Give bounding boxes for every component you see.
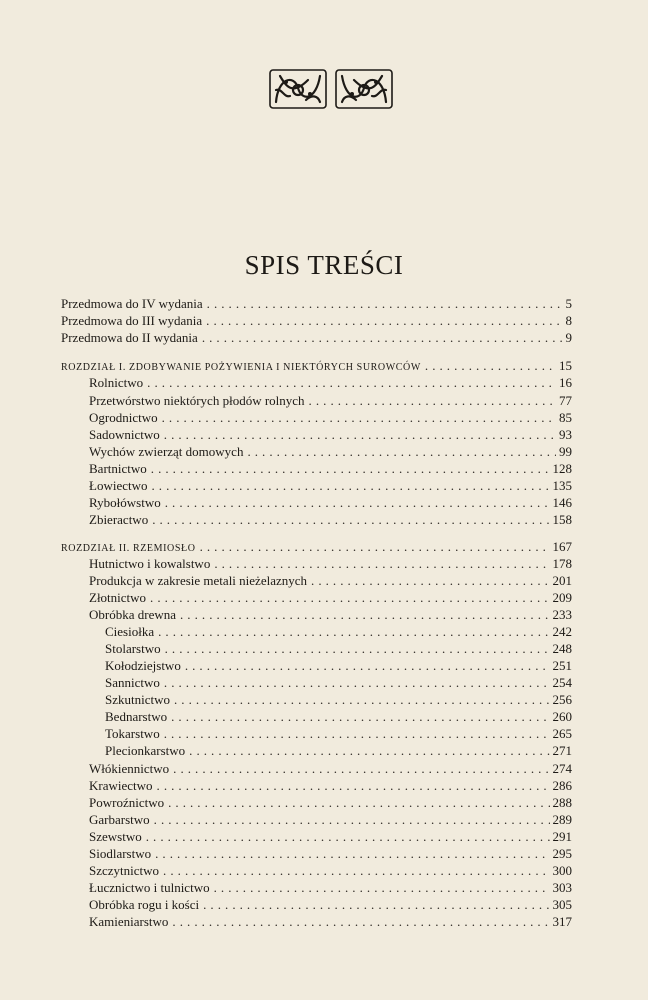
toc-entry-label: Obróbka drewna — [89, 607, 176, 622]
toc-leader-dots — [172, 913, 549, 931]
toc-entry-label: Rolnictwo — [89, 375, 144, 390]
toc-entry-row — [89, 392, 572, 410]
toc-leader-dots — [164, 674, 550, 692]
toc-entry-row — [89, 589, 572, 607]
toc-entry-label: Łucznictwo i tulnictwo — [89, 880, 210, 895]
toc-page-number: 265 — [552, 726, 572, 741]
toc-entry-row — [89, 777, 572, 795]
toc-leader-dots — [206, 312, 562, 330]
toc-entry-label: Sannictwo — [105, 675, 160, 690]
toc-entry-row — [89, 572, 572, 590]
toc-page-number: 254 — [552, 675, 572, 690]
toc-page-number: 303 — [552, 880, 572, 895]
toc-leader-dots — [214, 879, 550, 897]
toc-entry-row — [61, 312, 572, 330]
toc-leader-dots — [185, 657, 550, 675]
toc-entry-label: ROZDZIAŁ I. ZDOBYWANIE POŻYWIENIA I NIEKTÓRYCH SUROWCÓW — [61, 362, 421, 373]
toc-entry-label: Złotnictwo — [89, 590, 147, 605]
toc-page-number: 260 — [552, 709, 572, 724]
toc-entry-row — [105, 708, 572, 726]
toc-entry-label: Kołodziejstwo — [105, 658, 181, 673]
toc-page-number: 167 — [552, 539, 572, 554]
toc-page-number: 242 — [552, 624, 572, 639]
toc-leader-dots — [151, 460, 550, 478]
toc-entry-row — [89, 409, 572, 427]
toc-entry-row — [89, 811, 572, 829]
toc-entry-label: Produkcja w zakresie metali nieżelaznych — [89, 573, 308, 588]
toc-entry-label: Rybołówstwo — [89, 495, 161, 510]
toc-page-number: 85 — [559, 410, 572, 425]
toc-leader-dots — [163, 862, 549, 880]
toc-entry-label: Wychów zwierząt domowych — [89, 444, 244, 459]
toc-page-number: 274 — [552, 761, 572, 776]
toc-entry-row — [105, 674, 572, 692]
toc-page-number: 5 — [565, 296, 572, 311]
toc-page-number: 146 — [552, 495, 572, 510]
toc-leader-dots — [165, 640, 550, 658]
toc-page-number: 209 — [552, 590, 572, 605]
toc-entry-label: Obróbka rogu i kości — [89, 897, 200, 912]
toc-page-number: 128 — [552, 461, 572, 476]
toc-leader-dots — [162, 409, 556, 427]
toc-entry-label: Przetwórstwo niektórych płodów rolnych — [89, 393, 305, 408]
toc-leader-dots — [200, 538, 550, 556]
toc-page-number: 300 — [552, 863, 572, 878]
toc-leader-dots — [168, 794, 549, 812]
toc-chapter-row — [61, 538, 572, 556]
toc-page-number: 77 — [559, 393, 572, 408]
toc-entry-label: Plecionkarstwo — [105, 743, 186, 758]
toc-page-number: 158 — [552, 512, 572, 527]
toc-entry-row — [89, 606, 572, 624]
toc-page-number: 248 — [552, 641, 572, 656]
toc-page-number: 201 — [552, 573, 572, 588]
toc-leader-dots — [158, 623, 549, 641]
toc-entry-row — [89, 896, 572, 914]
toc-entry-row — [89, 460, 572, 478]
toc-entry-row — [89, 845, 572, 863]
toc-entry-label: Ogrodnictwo — [89, 410, 158, 425]
toc-entry-label: Przedmowa do II wydania — [61, 330, 198, 345]
toc-entry-row — [61, 329, 572, 347]
toc-leader-dots — [174, 691, 550, 709]
toc-page-number: 256 — [552, 692, 572, 707]
toc-leader-dots — [171, 708, 549, 726]
toc-page-number: 135 — [552, 478, 572, 493]
toc-leader-dots — [165, 494, 550, 512]
toc-entry-label: Szczytnictwo — [89, 863, 160, 878]
toc-page-number: 289 — [552, 812, 572, 827]
toc-entry-label: Sadownictwo — [89, 427, 160, 442]
toc-entry-row — [105, 725, 572, 743]
toc-leader-dots — [247, 443, 556, 461]
toc-entry-row — [105, 691, 572, 709]
page-title: SPIS TREŚCI — [244, 250, 404, 280]
toc-entry-label: Włókiennictwo — [89, 761, 170, 776]
toc-entry-label: Bednarstwo — [105, 709, 168, 724]
toc-page-number: 317 — [552, 914, 572, 929]
toc-entry-label: Ciesiołka — [105, 624, 155, 639]
toc-page-number: 291 — [552, 829, 572, 844]
toc-leader-dots — [207, 295, 563, 313]
toc-page-number: 99 — [559, 444, 572, 459]
toc-entry-label: Łowiectwo — [89, 478, 148, 493]
toc-entry-row — [105, 657, 572, 675]
toc-entry-row — [89, 477, 572, 495]
toc-page-number: 8 — [565, 313, 572, 328]
toc-entry-row — [89, 879, 572, 897]
toc-leader-dots — [203, 896, 549, 914]
toc-entry-row — [89, 828, 572, 846]
toc-entry-row — [89, 374, 572, 392]
toc-entry-row — [89, 913, 572, 931]
toc-entry-row — [105, 623, 572, 641]
toc-page-number: 271 — [552, 743, 572, 758]
toc-entry-label: Tokarstwo — [105, 726, 160, 741]
toc-chapter-row — [61, 357, 572, 375]
toc-entry-label: Zbieractwo — [89, 512, 149, 527]
toc-page-number: 9 — [565, 330, 572, 345]
toc-entry-label: Przedmowa do IV wydania — [61, 296, 203, 311]
toc-leader-dots — [180, 606, 550, 624]
toc-entry-label: Szkutnictwo — [105, 692, 170, 707]
toc-entry-label: Hutnictwo i kowalstwo — [89, 556, 211, 571]
toc-entry-label: Garbarstwo — [89, 812, 150, 827]
toc-page-number: 286 — [552, 778, 572, 793]
toc-entry-label: Kamieniarstwo — [89, 914, 169, 929]
toc-page-number: 233 — [552, 607, 572, 622]
toc-entry-label: Powroźnictwo — [89, 795, 165, 810]
toc-leader-dots — [214, 555, 549, 573]
toc-leader-dots — [425, 357, 556, 375]
toc-page-number: 16 — [559, 375, 572, 390]
toc-page-number: 295 — [552, 846, 572, 861]
toc-entry-label: Stolarstwo — [105, 641, 161, 656]
toc-leader-dots — [152, 511, 549, 529]
toc-leader-dots — [147, 374, 556, 392]
toc-leader-dots — [202, 329, 563, 347]
toc-leader-dots — [151, 477, 549, 495]
toc-leader-dots — [154, 811, 550, 829]
toc-entry-label: Szewstwo — [89, 829, 142, 844]
toc-page-number: 251 — [552, 658, 572, 673]
toc-leader-dots — [311, 572, 549, 590]
toc-entry-label: Siodlarstwo — [89, 846, 152, 861]
toc-entry-row — [89, 862, 572, 880]
toc-entry-row — [89, 494, 572, 512]
toc-entry-label: Bartnictwo — [89, 461, 147, 476]
toc-page-number: 305 — [552, 897, 572, 912]
toc-leader-dots — [189, 742, 549, 760]
toc-leader-dots — [157, 777, 550, 795]
toc-leader-dots — [155, 845, 549, 863]
toc-entry-row — [89, 794, 572, 812]
toc-entry-row — [89, 426, 572, 444]
toc-leader-dots — [164, 725, 550, 743]
toc-entry-label: Krawiectwo — [89, 778, 153, 793]
toc-leader-dots — [309, 392, 556, 410]
toc-leader-dots — [150, 589, 549, 607]
toc-entry-label: Przedmowa do III wydania — [61, 313, 203, 328]
toc-page-number: 15 — [559, 358, 572, 373]
toc-page-number: 93 — [559, 427, 572, 442]
toc-entry-row — [105, 640, 572, 658]
toc-entry-label: ROZDZIAŁ II. RZEMIOSŁO — [61, 543, 196, 554]
toc-entry-row — [89, 443, 572, 461]
toc-entry-row — [61, 295, 572, 313]
toc-page-number: 288 — [552, 795, 572, 810]
toc-entry-row — [89, 760, 572, 778]
toc-entry-row — [89, 511, 572, 529]
toc-entry-row — [105, 742, 572, 760]
toc-leader-dots — [173, 760, 549, 778]
toc-leader-dots — [146, 828, 550, 846]
toc-leader-dots — [164, 426, 556, 444]
decorative-ornament-icon — [268, 66, 394, 112]
toc-entry-row — [89, 555, 572, 573]
toc-page-number: 178 — [552, 556, 572, 571]
